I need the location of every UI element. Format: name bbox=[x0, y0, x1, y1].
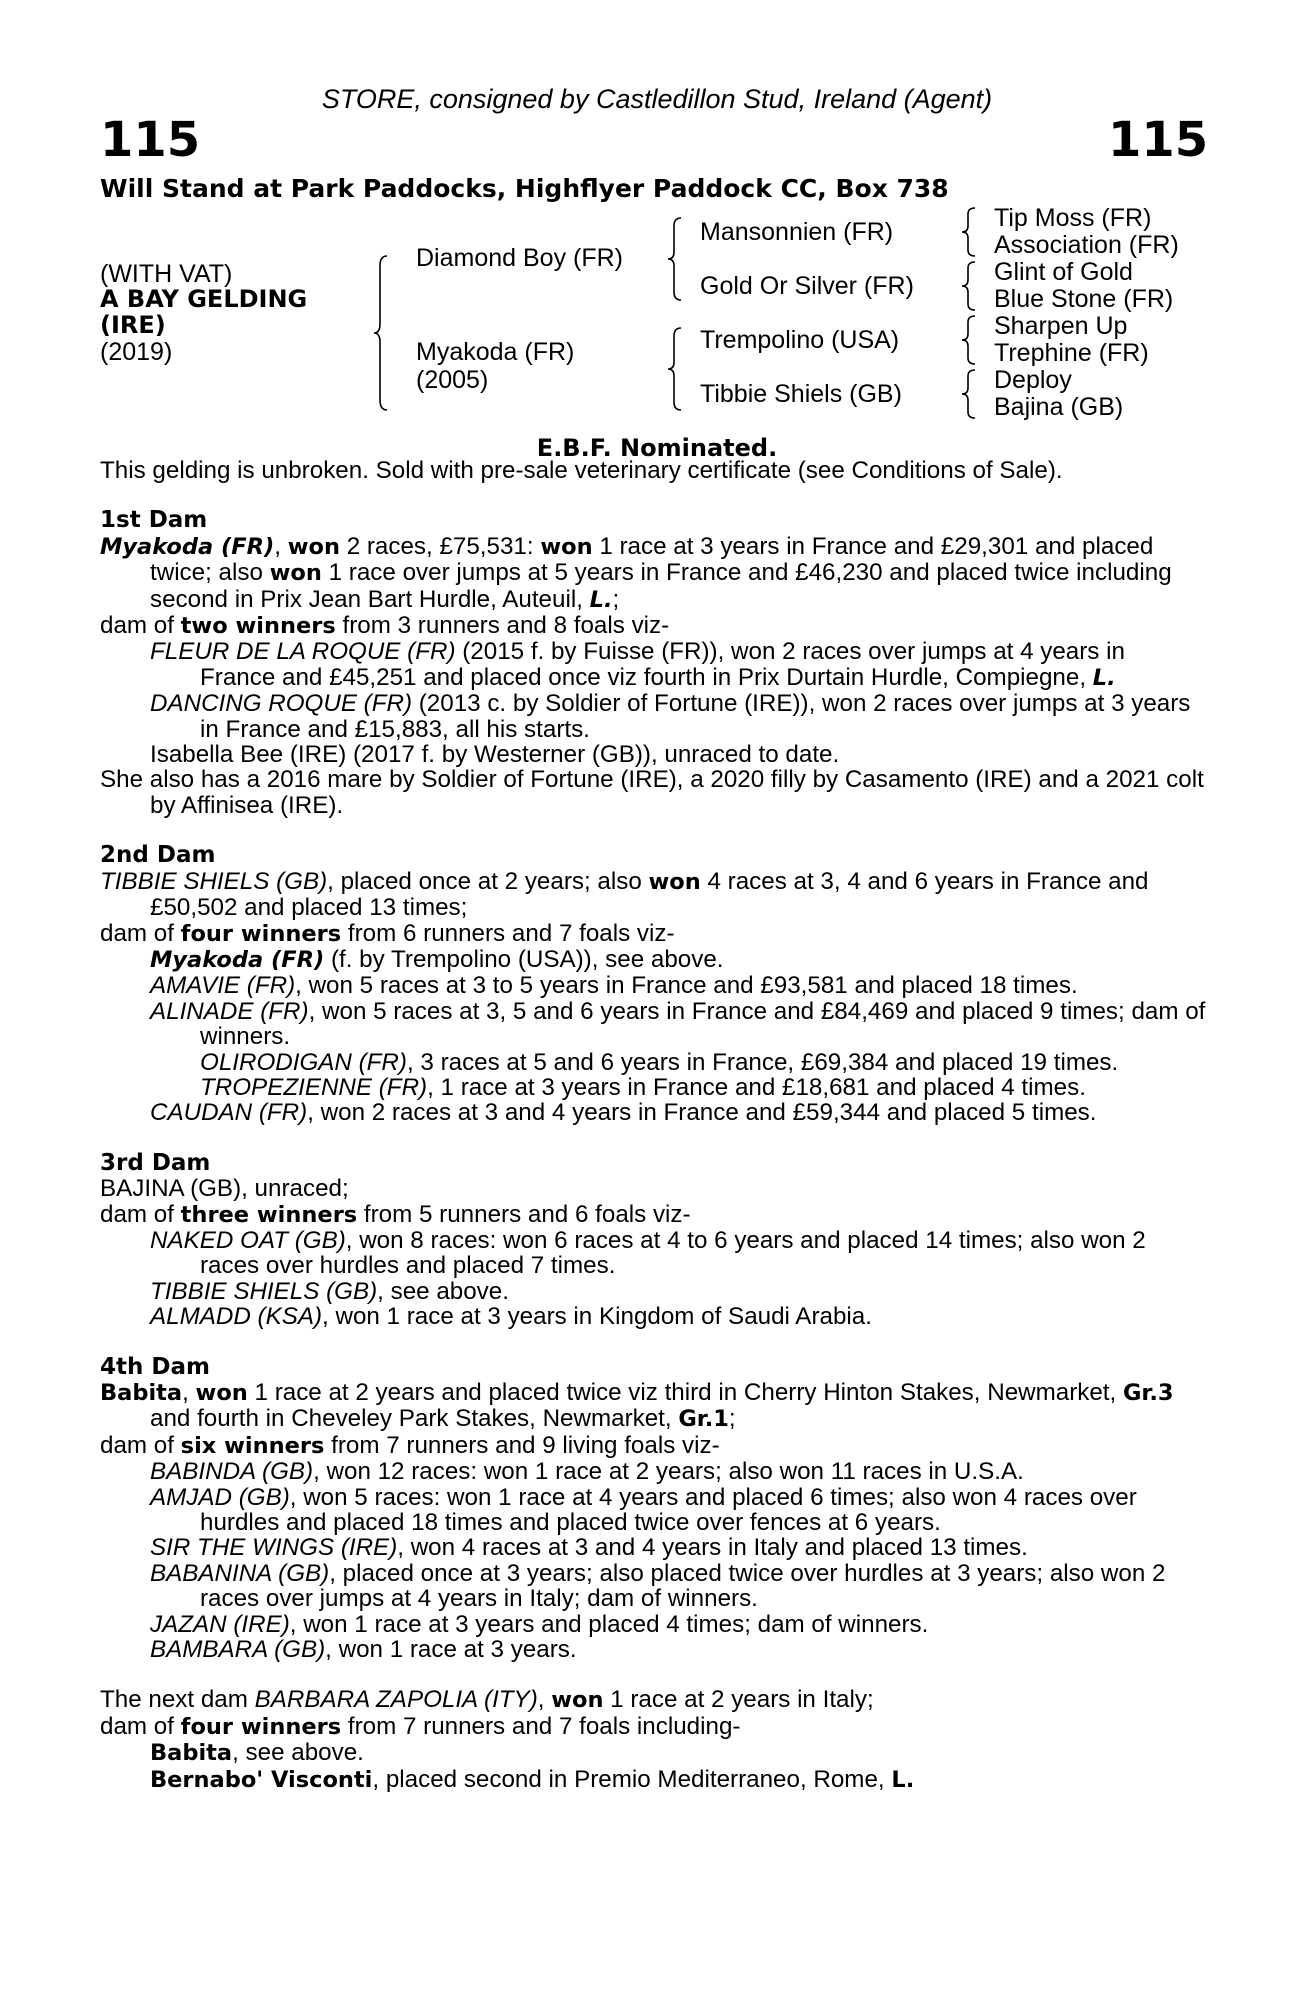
list-item: CAUDAN (FR), won 2 races at 3 and 4 years in France and £59,344 and placed 5 times. bbox=[150, 1099, 1097, 1127]
lot-number-right: 115 bbox=[1108, 112, 1209, 168]
list-item: ALMADD (KSA), won 1 race at 3 years in Kingdom of Saudi Arabia. bbox=[150, 1303, 872, 1331]
list-item: TIBBIE SHIELS (GB), see above. bbox=[150, 1277, 509, 1305]
first-dam-other-produce: She also has a 2016 mare by Soldier of Fortune (IRE), a 2020 filly by Casamento (IRE) and a 2021 colt by Affinisea (IRE). bbox=[100, 766, 1204, 819]
g3-bracket-1 bbox=[962, 206, 978, 258]
g3-dds: Deploy bbox=[994, 366, 1072, 394]
first-dam-heading: 1st Dam bbox=[100, 507, 208, 534]
fourth-dam-heading: 4th Dam bbox=[100, 1353, 210, 1380]
g3-dsd: Trephine (FR) bbox=[994, 339, 1149, 367]
next-dam-record: The next dam BARBARA ZAPOLIA (ITY), won 1 race at 2 years in Italy; bbox=[100, 1686, 874, 1714]
sire: Diamond Boy (FR) bbox=[416, 244, 623, 272]
list-item: Myakoda (FR) (f. by Trempolino (USA)), see above. bbox=[150, 945, 724, 973]
first-dam-name: Myakoda (FR) bbox=[100, 533, 275, 560]
catalogue-body bbox=[100, 458, 1206, 1793]
stand-location: Will Stand at Park Paddocks, Highflyer Paddock CC, Box 738 bbox=[100, 174, 949, 203]
third-dam-heading: 3rd Dam bbox=[100, 1149, 211, 1176]
listed-mark: L. bbox=[589, 586, 613, 613]
list-item: BABANINA (GB), placed once at 3 years; also placed twice over hurdles at 3 years; also won 2 races over jumps at 4 years in Italy; dam of winners. bbox=[150, 1559, 1166, 1613]
second-dam-produce: dam of four winners from 6 runners and 7 foals viz- bbox=[100, 919, 675, 947]
dam-parents-bracket bbox=[668, 326, 684, 412]
ebf-nominated: E.B.F. Nominated. bbox=[536, 434, 778, 462]
list-item: TROPEZIENNE (FR), 1 race at 3 years in France and £18,681 and placed 4 times. bbox=[200, 1073, 1086, 1101]
horse-country: (IRE) bbox=[100, 311, 166, 339]
list-item: NAKED OAT (GB), won 8 races: won 6 races at 4 to 6 years and placed 14 times; also won 2 races over hurdles and placed 7 times. bbox=[150, 1226, 1146, 1280]
sire-parents-bracket bbox=[668, 216, 684, 302]
third-dam-produce: dam of three winners from 5 runners and 6 foals viz- bbox=[100, 1200, 691, 1228]
list-item: SIR THE WINGS (IRE), won 4 races at 3 and 4 years in Italy and placed 13 times. bbox=[150, 1534, 1028, 1562]
fourth-dam-record: Babita, won 1 race at 2 years and placed twice viz third in Cherry Hinton Stakes, Newmarket, Gr.3 and fourth in Cheveley Park Stakes, Newmarket, Gr.1; bbox=[100, 1379, 1174, 1433]
g3-ddd: Bajina (GB) bbox=[994, 393, 1124, 421]
second-dam-heading: 2nd Dam bbox=[100, 842, 216, 869]
list-item: Isabella Bee (IRE) (2017 f. by Westerner (GB)), unraced to date. bbox=[150, 741, 840, 769]
list-item: OLIRODIGAN (FR), 3 races at 5 and 6 years in France, £69,384 and placed 19 times. bbox=[200, 1048, 1119, 1076]
list-item: BAMBARA (GB), won 1 race at 3 years. bbox=[150, 1636, 577, 1664]
g3-ssd: Association (FR) bbox=[994, 231, 1179, 259]
g3-sss: Tip Moss (FR) bbox=[994, 204, 1152, 232]
list-item: ALINADE (FR), won 5 races at 3, 5 and 6 years in France and £84,469 and placed 9 times; dam of winners. bbox=[150, 997, 1206, 1051]
g3-dss: Sharpen Up bbox=[994, 312, 1128, 340]
list-item: Bernabo' Visconti, placed second in Premio Mediterraneo, Rome, L. bbox=[150, 1765, 915, 1793]
list-item: JAZAN (IRE), won 1 race at 3 years and placed 4 times; dam of winners. bbox=[150, 1610, 929, 1638]
g3-bracket-2 bbox=[962, 260, 978, 312]
dam: Myakoda (FR) bbox=[416, 338, 575, 366]
list-item: DANCING ROQUE (FR) (2013 c. by Soldier of Fortune (IRE)), won 2 races over jumps at 3 years in France and £15,883, all his starts. bbox=[150, 690, 1191, 743]
vat-label: (WITH VAT) bbox=[100, 260, 233, 288]
dam-year: (2005) bbox=[416, 366, 489, 394]
fourth-dam-produce: dam of six winners from 7 runners and 9 living foals viz- bbox=[100, 1431, 720, 1459]
list-item: AMJAD (GB), won 5 races: won 1 race at 4 years and placed 6 times; also won 4 races over hurdles and placed 18 times and placed twice over fences at 6 years. bbox=[150, 1483, 1137, 1537]
horse-year: (2019) bbox=[100, 338, 173, 366]
dam-sire: Trempolino (USA) bbox=[700, 326, 900, 354]
horse-description: A BAY GELDING bbox=[100, 285, 308, 313]
list-item: FLEUR DE LA ROQUE (FR) (2015 f. by Fuisse (FR)), won 2 races over jumps at 4 years in France and £45,251 and placed once viz fourth in Prix Durtain Hurdle, Compiegne, L. bbox=[150, 638, 1125, 691]
sire-sire: Mansonnien (FR) bbox=[700, 218, 894, 246]
first-dam-produce: dam of two winners from 3 runners and 8 foals viz- bbox=[100, 612, 670, 640]
first-dam-record: Myakoda (FR), won 2 races, £75,531: won 1 race at 3 years in France and £29,301 and placed twice; also won 1 race over jumps at 5 years in France and £46,230 and placed twice including second in Prix Jean Bart Hurdle, Auteuil, L.; bbox=[100, 532, 1172, 613]
list-item: AMAVIE (FR), won 5 races at 3 to 5 years in France and £93,581 and placed 18 times. bbox=[150, 972, 1078, 1000]
next-dam-produce: dam of four winners from 7 runners and 7 foals including- bbox=[100, 1712, 741, 1740]
g3-bracket-3 bbox=[962, 314, 978, 366]
g3-sdd: Blue Stone (FR) bbox=[994, 285, 1174, 313]
lot-number-left: 115 bbox=[100, 112, 201, 168]
dam-dam: Tibbie Shiels (GB) bbox=[700, 380, 902, 408]
sire-dam-bracket bbox=[374, 254, 390, 412]
list-item: BABINDA (GB), won 12 races: won 1 race at 2 years; also won 11 races in U.S.A. bbox=[150, 1458, 1024, 1486]
unbroken-note: This gelding is unbroken. Sold with pre-sale veterinary certificate (see Conditions of Sale). bbox=[100, 457, 1063, 484]
g3-sds: Glint of Gold bbox=[994, 258, 1133, 286]
sire-dam: Gold Or Silver (FR) bbox=[700, 272, 914, 300]
g3-bracket-4 bbox=[962, 368, 978, 420]
second-dam-record: TIBBIE SHIELS (GB), placed once at 2 years; also won 4 races at 3, 4 and 6 years in France and £50,502 and placed 13 times; bbox=[100, 867, 1149, 922]
list-item: Babita, see above. bbox=[150, 1739, 364, 1767]
consignor-line: STORE, consigned by Castledillon Stud, Ireland (Agent) bbox=[321, 84, 993, 114]
third-dam-record: BAJINA (GB), unraced; bbox=[100, 1175, 349, 1203]
